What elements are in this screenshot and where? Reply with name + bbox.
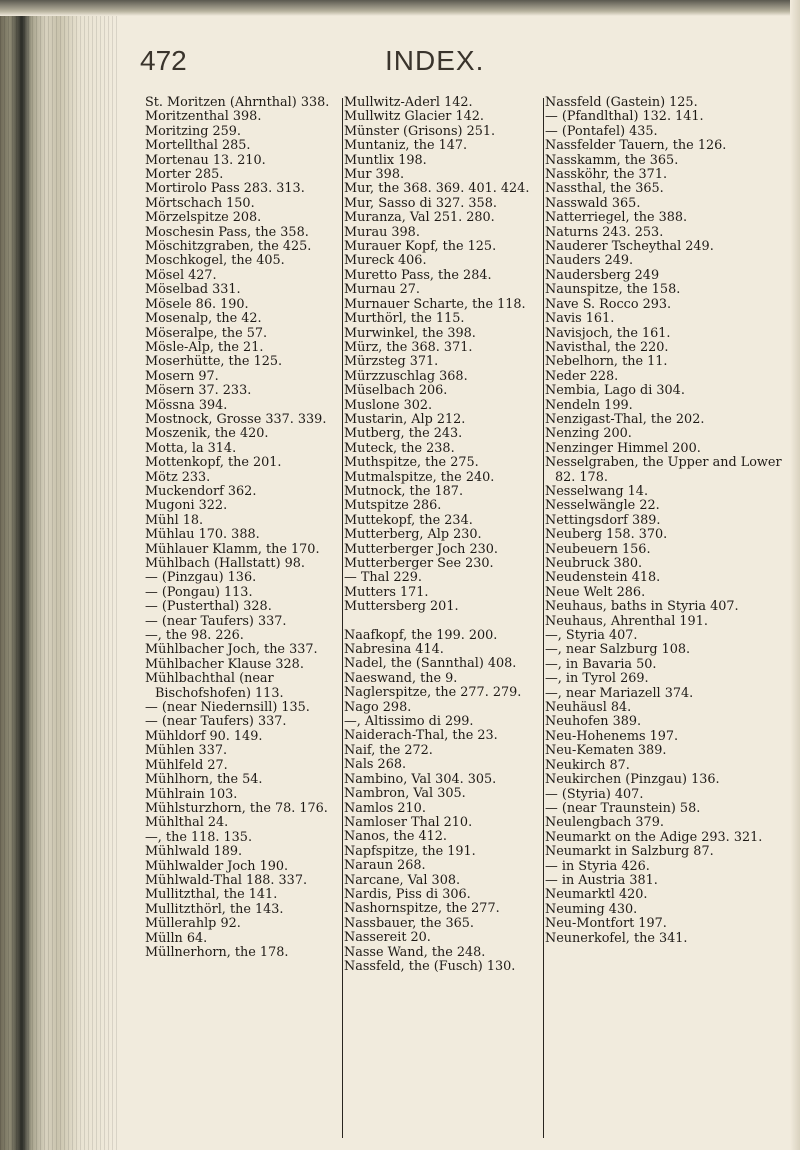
index-entry: Neulengbach 379. bbox=[545, 815, 664, 831]
index-entry: Naraun 268. bbox=[344, 858, 426, 874]
index-entry: Mühlen 337. bbox=[145, 743, 228, 759]
index-entry: Mühlrain 103. bbox=[145, 786, 238, 802]
page-number: 472 bbox=[140, 45, 187, 76]
index-entry: Murwinkel, the 398. bbox=[344, 325, 476, 341]
index-entry: Neumarkt in Salzburg 87. bbox=[545, 844, 714, 860]
index-entry: Neubeuern 156. bbox=[545, 541, 651, 557]
index-entry: Möschitzgraben, the 425. bbox=[145, 239, 312, 255]
index-entry: Neue Welt 286. bbox=[545, 584, 646, 600]
index-entry: Napfspitze, the 191. bbox=[344, 843, 476, 859]
index-entry: Mühlwald 189. bbox=[145, 844, 243, 860]
index-entry: Moschkogel, the 405. bbox=[145, 253, 285, 269]
index-entry: Mösern 37. 233. bbox=[145, 383, 252, 399]
top-shadow bbox=[0, 0, 800, 16]
index-entry: Muttersberg 201. bbox=[344, 599, 459, 615]
index-entry: Muthspitze, the 275. bbox=[344, 455, 479, 471]
index-entry: Muckendorf 362. bbox=[145, 483, 257, 499]
index-entry: Neuhäusl 84. bbox=[545, 700, 632, 716]
index-entry: — (near Taufers) 337. bbox=[145, 714, 287, 730]
index-entry: Naafkopf, the 199. 200. bbox=[344, 627, 498, 643]
index-entry: Nassfeld, the (Fusch) 130. bbox=[344, 958, 516, 974]
index-entry: — (near Taufers) 337. bbox=[145, 613, 287, 629]
index-entry: Neu-Montfort 197. bbox=[545, 916, 667, 932]
index-entry: Neukirchen (Pinzgau) 136. bbox=[545, 772, 720, 788]
index-entry: Mullitzthal, the 141. bbox=[145, 887, 278, 903]
index-entry: Nauderer Tscheythal 249. bbox=[545, 239, 714, 255]
index-entry: Nesselwängle 22. bbox=[545, 498, 660, 514]
index-entry: Mugoni 322. bbox=[145, 498, 228, 514]
index-entry: Naiderach-Thal, the 23. bbox=[344, 728, 498, 744]
index-entry: Navisjoch, the 161. bbox=[545, 325, 671, 341]
book-binding-edge bbox=[0, 0, 118, 1150]
index-entry: Navisthal, the 220. bbox=[545, 339, 669, 355]
index-entry: Mortellthal 285. bbox=[145, 138, 251, 154]
index-entry: Nago 298. bbox=[344, 699, 412, 715]
index-entry: —, Altissimo di 299. bbox=[344, 714, 474, 730]
index-entry: Mösele 86. 190. bbox=[145, 296, 249, 312]
index-entry: Mureck 406. bbox=[344, 253, 427, 269]
index-entry: Nassfelder Tauern, the 126. bbox=[545, 138, 727, 154]
index-entry: — (Pontafel) 435. bbox=[545, 123, 658, 139]
index-entry: Namlos 210. bbox=[344, 800, 426, 816]
index-entry: Neu-Kematen 389. bbox=[545, 743, 667, 759]
index-entry: Mullitzthörl, the 143. bbox=[145, 901, 284, 917]
index-entry: Murauer Kopf, the 125. bbox=[344, 239, 497, 255]
index-entry: Naif, the 272. bbox=[344, 742, 433, 758]
index-entry: Mutmalspitze, the 240. bbox=[344, 469, 495, 485]
index-entry: Nendeln 199. bbox=[545, 397, 633, 413]
index-entry: Müllnerhorn, the 178. bbox=[145, 944, 289, 960]
index-entry: Nals 268. bbox=[344, 757, 407, 773]
index-entry: Mühldorf 90. 149. bbox=[145, 728, 263, 744]
index-entry: Neuhofen 389. bbox=[545, 714, 642, 730]
index-entry: Mottenkopf, the 201. bbox=[145, 455, 282, 471]
index-entry: Murthörl, the 115. bbox=[344, 311, 465, 327]
index-entry: Morter 285. bbox=[145, 167, 224, 183]
index-entry: Mutspitze 286. bbox=[344, 498, 442, 514]
index-entry: — Thal 229. bbox=[344, 570, 422, 586]
index-entry: Mur, Sasso di 327. 358. bbox=[344, 195, 497, 211]
index-entry: Mörtschach 150. bbox=[145, 195, 255, 211]
index-entry: Mühlauer Klamm, the 170. bbox=[145, 541, 320, 557]
index-entry: Mutberg, the 243. bbox=[344, 426, 463, 442]
index-entry: Namloser Thal 210. bbox=[344, 814, 473, 830]
index-entry: Mühlau 170. 388. bbox=[145, 527, 260, 543]
index-entry: Mutterberger See 230. bbox=[344, 556, 494, 571]
index-entry: Muteck, the 238. bbox=[344, 440, 455, 456]
index-entry: Neuming 430. bbox=[545, 901, 638, 917]
index-entry: Neu-Hohenems 197. bbox=[545, 728, 679, 744]
index-entry: Mühl 18. bbox=[145, 512, 204, 528]
index-entry: Motta, la 314. bbox=[145, 440, 237, 456]
index-entry: Mühlbacher Klause 328. bbox=[145, 656, 304, 672]
index-entry: Mullwitz-Aderl 142. bbox=[344, 96, 473, 110]
index-entry: Nenzinger Himmel 200. bbox=[545, 440, 701, 456]
index-entry: Mur, the 368. 369. 401. 424. bbox=[344, 181, 530, 197]
index-entry: Nashornspitze, the 277. bbox=[344, 901, 500, 917]
index-entry: Mosern 97. bbox=[145, 368, 219, 384]
index-entry: Nassfeld (Gastein) 125. bbox=[545, 96, 698, 110]
index-entry: Moschesin Pass, the 358. bbox=[145, 224, 309, 240]
index-column-2 bbox=[344, 96, 542, 974]
index-entry: Muretto Pass, the 284. bbox=[344, 267, 492, 283]
index-entry: Nesselgraben, the Upper and Lower 82. 178. bbox=[545, 455, 782, 485]
index-entry: Nasskamm, the 365. bbox=[545, 152, 679, 168]
index-entry: Muranza, Val 251. 280. bbox=[344, 210, 495, 226]
index-entry: Mösle-Alp, the 21. bbox=[145, 339, 264, 355]
column-divider bbox=[543, 98, 544, 1138]
index-entry: Mötz 233. bbox=[145, 469, 211, 485]
index-entry: — (Pinzgau) 136. bbox=[145, 570, 257, 586]
index-columns bbox=[145, 96, 795, 1146]
index-entry: Muntlix 198. bbox=[344, 152, 427, 168]
index-entry: Nasse Wand, the 248. bbox=[344, 944, 486, 960]
index-entry: Möselbad 331. bbox=[145, 282, 241, 298]
index-entry: Mutters 171. bbox=[344, 584, 429, 600]
running-title: INDEX. bbox=[385, 45, 485, 76]
index-entry: Nanos, the 412. bbox=[344, 829, 447, 845]
index-entry: Mühlsturzhorn, the 78. 176. bbox=[145, 800, 328, 816]
index-entry: Natterriegel, the 388. bbox=[545, 210, 688, 226]
index-entry: Mössna 394. bbox=[145, 397, 228, 413]
index-entry: Nadel, the (Sannthal) 408. bbox=[344, 656, 517, 672]
page-header bbox=[140, 45, 740, 85]
index-entry: — (Styria) 407. bbox=[545, 786, 644, 802]
index-entry: —, near Mariazell 374. bbox=[545, 685, 694, 701]
index-entry: Muslone 302. bbox=[344, 397, 433, 413]
index-entry: Mustarin, Alp 212. bbox=[344, 411, 466, 427]
index-entry: Moszenik, the 420. bbox=[145, 426, 269, 442]
index-column-1 bbox=[145, 96, 341, 960]
index-entry: — in Austria 381. bbox=[545, 872, 658, 888]
index-entry: Mutterberg, Alp 230. bbox=[344, 527, 482, 543]
index-entry: Muttekopf, the 234. bbox=[344, 512, 473, 528]
index-entry: Müllerahlp 92. bbox=[145, 916, 241, 932]
index-entry: Nenzigast-Thal, the 202. bbox=[545, 411, 705, 427]
index-entry: Mortenau 13. 210. bbox=[145, 152, 266, 168]
index-entry: Nenzing 200. bbox=[545, 426, 632, 442]
index-entry: Neuhaus, Ahrenthal 191. bbox=[545, 613, 708, 629]
index-entry: — (near Niedernsill) 135. bbox=[145, 700, 310, 716]
index-entry: — (Pfandlthal) 132. 141. bbox=[545, 109, 704, 125]
index-entry: —, the 98. 226. bbox=[145, 628, 244, 644]
index-entry: Mühlwalder Joch 190. bbox=[145, 858, 289, 874]
index-entry: Mühlfeld 27. bbox=[145, 757, 228, 773]
index-entry: Naunspitze, the 158. bbox=[545, 282, 681, 298]
index-entry: Nambino, Val 304. 305. bbox=[344, 771, 497, 787]
index-entry: Mühlbachthal (near Bischofshofen) 113. bbox=[145, 671, 284, 701]
index-entry: Murau 398. bbox=[344, 224, 420, 240]
index-entry: Nesselwang 14. bbox=[545, 483, 649, 499]
index-entry: Moritzing 259. bbox=[145, 123, 241, 139]
index-entry: Nave S. Rocco 293. bbox=[545, 296, 672, 312]
index-entry: — in Styria 426. bbox=[545, 858, 650, 874]
index-entry: Mullwitz Glacier 142. bbox=[344, 109, 484, 125]
index-entry: Mösel 427. bbox=[145, 267, 217, 283]
index-entry: Neunerkofel, the 341. bbox=[545, 930, 688, 946]
index-entry: Mühlbach (Hallstatt) 98. bbox=[145, 556, 305, 571]
index-entry: Müselbach 206. bbox=[344, 383, 448, 399]
index-entry: Neubruck 380. bbox=[545, 556, 643, 571]
index-entry: Naturns 243. 253. bbox=[545, 224, 664, 240]
index-entry: Möseralpe, the 57. bbox=[145, 325, 268, 341]
index-entry: St. Moritzen (Ahrnthal) 338. bbox=[145, 96, 330, 110]
index-entry: Naeswand, the 9. bbox=[344, 670, 458, 686]
index-entry: —, in Bavaria 50. bbox=[545, 656, 657, 672]
index-entry: —, in Tyrol 269. bbox=[545, 671, 649, 687]
index-entry: Narcane, Val 308. bbox=[344, 872, 461, 888]
index-entry: Mühlthal 24. bbox=[145, 815, 229, 831]
index-entry: Neukirch 87. bbox=[545, 757, 630, 773]
index-entry: Neumarktl 420. bbox=[545, 887, 648, 903]
index-entry: Nettingsdorf 389. bbox=[545, 512, 661, 528]
index-entry: Mühlwald-Thal 188. 337. bbox=[145, 872, 308, 888]
index-entry: Naudersberg 249 bbox=[545, 267, 660, 283]
index-entry: —, Styria 407. bbox=[545, 628, 638, 644]
index-entry: Mühlhorn, the 54. bbox=[145, 772, 263, 788]
index-entry: — (Pongau) 113. bbox=[145, 584, 253, 600]
index-entry: Mürzzuschlag 368. bbox=[344, 368, 468, 384]
index-entry: Neder 228. bbox=[545, 368, 619, 384]
index-entry: Mühlbacher Joch, the 337. bbox=[145, 642, 318, 658]
index-entry: Neuhaus, baths in Styria 407. bbox=[545, 599, 739, 615]
index-entry: Mur 398. bbox=[344, 167, 405, 183]
index-entry: Nassereit 20. bbox=[344, 930, 431, 946]
index-entry: —, the 118. 135. bbox=[145, 829, 253, 845]
index-entry: Nambron, Val 305. bbox=[344, 786, 466, 802]
index-entry: Mostnock, Grosse 337. 339. bbox=[145, 411, 327, 427]
index-entry: Mosenalp, the 42. bbox=[145, 311, 262, 327]
index-entry: Mortirolo Pass 283. 313. bbox=[145, 181, 305, 197]
index-entry: Nembia, Lago di 304. bbox=[545, 383, 685, 399]
index-column-3 bbox=[545, 96, 791, 946]
index-entry: Moserhütte, the 125. bbox=[145, 354, 283, 370]
index-entry: Navis 161. bbox=[545, 311, 615, 327]
index-entry: Muntaniz, the 147. bbox=[344, 138, 468, 154]
column-divider bbox=[342, 98, 343, 1138]
index-entry: Nassthal, the 365. bbox=[545, 181, 664, 197]
index-entry: Naglerspitze, the 277. 279. bbox=[344, 685, 522, 701]
index-entry: Murnauer Scharte, the 118. bbox=[344, 296, 526, 312]
index-entry: Nabresina 414. bbox=[344, 642, 444, 658]
index-entry: — (near Traunstein) 58. bbox=[545, 800, 701, 816]
index-entry: Mutnock, the 187. bbox=[344, 483, 464, 499]
index-entry: — (Pusterthal) 328. bbox=[145, 599, 272, 615]
index-entry: Nassbauer, the 365. bbox=[344, 915, 474, 931]
index-entry: Münster (Grisons) 251. bbox=[344, 123, 496, 139]
index-entry: Nebelhorn, the 11. bbox=[545, 354, 668, 370]
index-entry: Nauders 249. bbox=[545, 253, 634, 269]
index-entry: Mutterberger Joch 230. bbox=[344, 541, 498, 557]
index-entry: Nassköhr, the 371. bbox=[545, 167, 668, 183]
index-entry: Murnau 27. bbox=[344, 282, 420, 298]
index-entry: Mörzelspitze 208. bbox=[145, 210, 262, 226]
index-entry: —, near Salzburg 108. bbox=[545, 642, 691, 658]
index-entry: Moritzenthal 398. bbox=[145, 109, 262, 125]
index-entry: Neumarkt on the Adige 293. 321. bbox=[545, 829, 763, 845]
index-entry: Nardis, Piss di 306. bbox=[344, 886, 471, 902]
index-entry: Nasswald 365. bbox=[545, 195, 641, 211]
index-entry: Neuberg 158. 370. bbox=[545, 527, 668, 543]
index-entry: Mürz, the 368. 371. bbox=[344, 339, 473, 355]
index-entry: Neudenstein 418. bbox=[545, 570, 661, 586]
index-entry: Mürzsteg 371. bbox=[344, 354, 439, 370]
index-entry: Mülln 64. bbox=[145, 930, 208, 946]
